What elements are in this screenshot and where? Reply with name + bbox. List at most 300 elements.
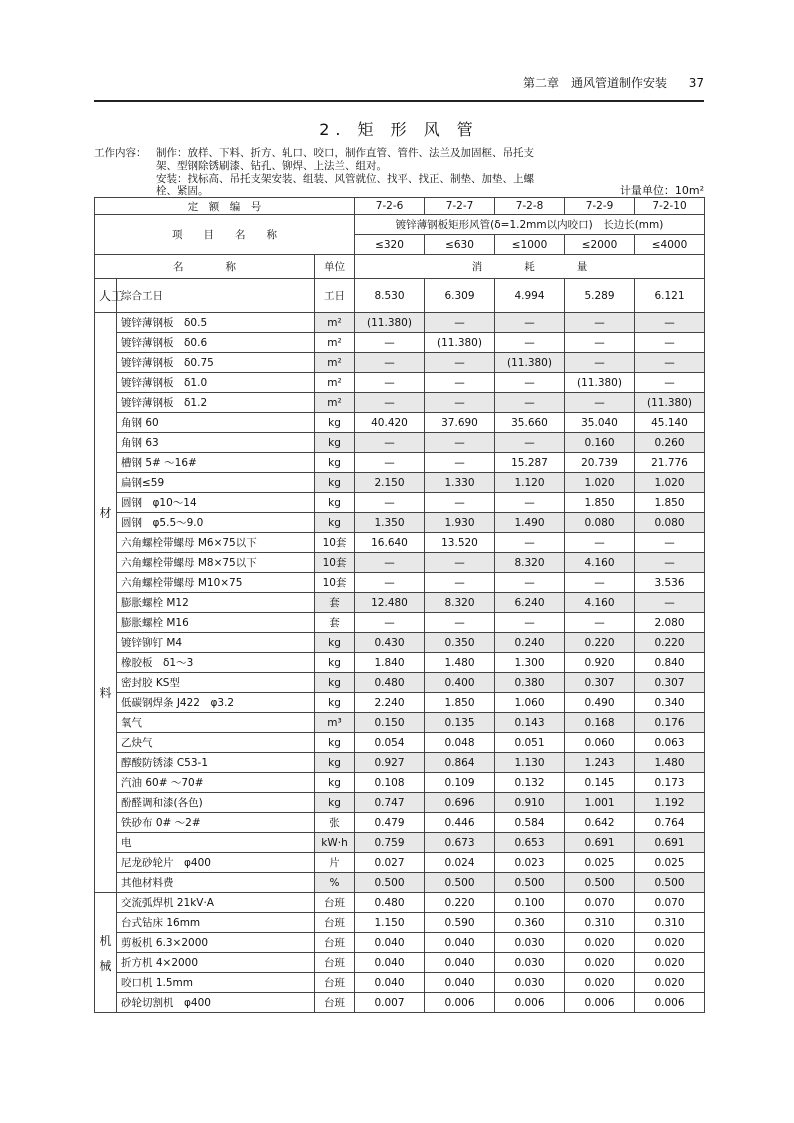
chapter-title: 第二章 通风管道制作安装 xyxy=(523,76,668,90)
value-cell: 0.910 xyxy=(495,793,565,813)
value-cell: 8.320 xyxy=(425,593,495,613)
category-char: 料 xyxy=(99,685,112,700)
value-cell: — xyxy=(495,573,565,593)
value-cell: — xyxy=(495,393,565,413)
item-name: 砂轮切割机 φ400 xyxy=(117,993,315,1013)
value-cell: 0.696 xyxy=(425,793,495,813)
item-unit: 台班 xyxy=(315,893,355,913)
item-unit: m² xyxy=(315,393,355,413)
table-row xyxy=(95,393,705,413)
table-row xyxy=(95,333,705,353)
item-name: 镀锌薄钢板 δ0.6 xyxy=(117,333,315,353)
value-cell: 0.400 xyxy=(425,673,495,693)
value-cell: 1.480 xyxy=(425,653,495,673)
item-name: 综合工日 xyxy=(117,279,315,313)
group-header: 镀锌薄钢板矩形风管(δ=1.2mm以内咬口) 长边长(mm) xyxy=(355,215,705,235)
item-name: 交流弧焊机 21kV·A xyxy=(117,893,315,913)
item-name: 角钢 63 xyxy=(117,433,315,453)
category-labor: 人工 xyxy=(95,279,117,313)
value-cell: 0.070 xyxy=(565,893,635,913)
value-cell: 0.007 xyxy=(355,993,425,1013)
table-row xyxy=(95,493,705,513)
value-cell: — xyxy=(495,533,565,553)
work-line: 架、型钢除锈刷漆、钻孔、铆焊、上法兰、组对。 xyxy=(156,159,387,172)
item-name: 折方机 4×2000 xyxy=(117,953,315,973)
value-cell: 0.025 xyxy=(635,853,705,873)
value-cell: 0.430 xyxy=(355,633,425,653)
category-char: 械 xyxy=(99,958,112,973)
value-cell: 0.240 xyxy=(495,633,565,653)
item-name: 低碳钢焊条 J422 φ3.2 xyxy=(117,693,315,713)
table-row xyxy=(95,893,705,913)
value-cell: — xyxy=(425,493,495,513)
spec-cell: ≤4000 xyxy=(635,235,705,255)
item-name: 酚醛调和漆(各色) xyxy=(117,793,315,813)
value-cell: (11.380) xyxy=(635,393,705,413)
value-cell: 0.360 xyxy=(495,913,565,933)
item-name: 六角螺栓带螺母 M10×75 xyxy=(117,573,315,593)
item-unit: 台班 xyxy=(315,953,355,973)
value-cell: 1.480 xyxy=(635,753,705,773)
value-cell: — xyxy=(565,573,635,593)
value-cell: — xyxy=(355,373,425,393)
value-cell: 0.063 xyxy=(635,733,705,753)
value-cell: 0.220 xyxy=(565,633,635,653)
value-cell: 0.500 xyxy=(495,873,565,893)
item-name: 镀锌薄钢板 δ0.75 xyxy=(117,353,315,373)
value-cell: 0.927 xyxy=(355,753,425,773)
value-cell: 0.100 xyxy=(495,893,565,913)
value-cell: 1.192 xyxy=(635,793,705,813)
item-unit: 10套 xyxy=(315,533,355,553)
value-cell: 0.176 xyxy=(635,713,705,733)
quota-code: 7-2-10 xyxy=(635,198,705,215)
value-cell: — xyxy=(565,353,635,373)
value-cell: 0.040 xyxy=(425,953,495,973)
item-unit: kg xyxy=(315,693,355,713)
item-name: 圆钢 φ10～14 xyxy=(117,493,315,513)
value-cell: 0.020 xyxy=(635,933,705,953)
value-cell: — xyxy=(635,333,705,353)
value-cell: 0.691 xyxy=(565,833,635,853)
value-cell: 0.340 xyxy=(635,693,705,713)
table-row xyxy=(95,773,705,793)
value-cell: 0.040 xyxy=(355,973,425,993)
value-cell: — xyxy=(355,493,425,513)
item-name: 镀锌薄钢板 δ0.5 xyxy=(117,313,315,333)
item-unit: kg xyxy=(315,473,355,493)
value-cell: 0.020 xyxy=(565,973,635,993)
quota-code: 7-2-7 xyxy=(425,198,495,215)
value-cell: 45.140 xyxy=(635,413,705,433)
header-rule xyxy=(94,100,704,102)
value-cell: 3.536 xyxy=(635,573,705,593)
table-row xyxy=(95,733,705,753)
item-name: 圆钢 φ5.5～9.0 xyxy=(117,513,315,533)
value-cell: 0.446 xyxy=(425,813,495,833)
value-cell: 0.500 xyxy=(565,873,635,893)
value-cell: 0.490 xyxy=(565,693,635,713)
value-cell: — xyxy=(355,613,425,633)
value-cell: — xyxy=(495,313,565,333)
value-cell: 0.764 xyxy=(635,813,705,833)
item-unit: 套 xyxy=(315,613,355,633)
work-line: 栓、紧固。 xyxy=(156,185,209,198)
value-cell: 0.006 xyxy=(495,993,565,1013)
name-column-label: 名 称 xyxy=(95,255,315,279)
value-cell: — xyxy=(425,553,495,573)
value-cell: 0.143 xyxy=(495,713,565,733)
value-cell: — xyxy=(425,393,495,413)
value-cell: 0.173 xyxy=(635,773,705,793)
item-unit: 台班 xyxy=(315,933,355,953)
category-material xyxy=(95,313,117,893)
item-unit: m² xyxy=(315,333,355,353)
value-cell: 0.054 xyxy=(355,733,425,753)
value-cell: 0.500 xyxy=(425,873,495,893)
value-cell: — xyxy=(425,433,495,453)
value-cell: 0.920 xyxy=(565,653,635,673)
value-cell: 0.747 xyxy=(355,793,425,813)
value-cell: — xyxy=(635,593,705,613)
category-char: 材 xyxy=(99,505,112,520)
item-name: 镀锌薄钢板 δ1.0 xyxy=(117,373,315,393)
value-cell: 0.108 xyxy=(355,773,425,793)
item-unit: kg xyxy=(315,793,355,813)
value-cell: 5.289 xyxy=(565,279,635,313)
item-unit: kg xyxy=(315,753,355,773)
value-cell: — xyxy=(355,573,425,593)
value-cell: 0.048 xyxy=(425,733,495,753)
value-cell: 4.160 xyxy=(565,553,635,573)
table-row xyxy=(95,933,705,953)
table-row xyxy=(95,573,705,593)
value-cell: 15.287 xyxy=(495,453,565,473)
table-row xyxy=(95,313,705,333)
page-header xyxy=(94,74,704,100)
table-row xyxy=(95,993,705,1013)
item-unit: 台班 xyxy=(315,993,355,1013)
value-cell: 1.150 xyxy=(355,913,425,933)
value-cell: — xyxy=(495,613,565,633)
value-cell: — xyxy=(565,333,635,353)
item-unit: m² xyxy=(315,353,355,373)
value-cell: (11.380) xyxy=(355,313,425,333)
item-unit: kg xyxy=(315,493,355,513)
value-cell: 0.310 xyxy=(565,913,635,933)
value-cell: 0.479 xyxy=(355,813,425,833)
quota-code: 7-2-8 xyxy=(495,198,565,215)
item-name: 其他材料费 xyxy=(117,873,315,893)
table-row xyxy=(95,513,705,533)
table-row xyxy=(95,953,705,973)
value-cell: 6.240 xyxy=(495,593,565,613)
item-unit: kg xyxy=(315,453,355,473)
value-cell: 0.080 xyxy=(635,513,705,533)
value-cell: — xyxy=(425,573,495,593)
value-cell: 0.220 xyxy=(635,633,705,653)
item-unit: % xyxy=(315,873,355,893)
value-cell: 0.150 xyxy=(355,713,425,733)
value-cell: 1.300 xyxy=(495,653,565,673)
table-row xyxy=(95,533,705,553)
value-cell: 21.776 xyxy=(635,453,705,473)
item-unit: kg xyxy=(315,673,355,693)
table-row xyxy=(95,913,705,933)
quota-table xyxy=(94,197,705,1013)
value-cell: — xyxy=(425,453,495,473)
value-cell: 0.040 xyxy=(425,973,495,993)
value-cell: — xyxy=(355,393,425,413)
item-unit: 台班 xyxy=(315,973,355,993)
spec-cell: ≤2000 xyxy=(565,235,635,255)
value-cell: 1.350 xyxy=(355,513,425,533)
value-cell: 6.121 xyxy=(635,279,705,313)
category-machine xyxy=(95,893,117,1013)
table-row xyxy=(95,793,705,813)
value-cell: — xyxy=(635,373,705,393)
item-name: 剪板机 6.3×2000 xyxy=(117,933,315,953)
value-cell: 0.030 xyxy=(495,973,565,993)
value-cell: — xyxy=(565,613,635,633)
value-cell: 1.850 xyxy=(635,493,705,513)
item-unit: 套 xyxy=(315,593,355,613)
spec-cell: ≤320 xyxy=(355,235,425,255)
item-unit: kg xyxy=(315,513,355,533)
value-cell: 0.145 xyxy=(565,773,635,793)
table-row xyxy=(95,473,705,493)
work-content-label: 工作内容： xyxy=(94,147,147,159)
value-cell: 1.130 xyxy=(495,753,565,773)
value-cell: — xyxy=(425,373,495,393)
spec-cell: ≤630 xyxy=(425,235,495,255)
value-cell: 0.006 xyxy=(565,993,635,1013)
item-unit: kg xyxy=(315,653,355,673)
item-unit: kg xyxy=(315,633,355,653)
value-cell: 0.500 xyxy=(355,873,425,893)
item-name: 咬口机 1.5mm xyxy=(117,973,315,993)
item-name: 扁钢≤59 xyxy=(117,473,315,493)
value-cell: 0.691 xyxy=(635,833,705,853)
value-cell: (11.380) xyxy=(565,373,635,393)
table-row xyxy=(95,433,705,453)
page-number: 37 xyxy=(688,76,704,90)
value-cell: 12.480 xyxy=(355,593,425,613)
value-cell: 0.070 xyxy=(635,893,705,913)
value-cell: — xyxy=(495,433,565,453)
value-cell: — xyxy=(425,353,495,373)
quota-no-label: 定 额 编 号 xyxy=(95,198,355,215)
value-cell: — xyxy=(565,313,635,333)
table-row xyxy=(95,453,705,473)
value-cell: 0.673 xyxy=(425,833,495,853)
item-unit: 台班 xyxy=(315,913,355,933)
value-cell: 0.020 xyxy=(565,953,635,973)
value-cell: 0.590 xyxy=(425,913,495,933)
item-name: 六角螺栓带螺母 M6×75以下 xyxy=(117,533,315,553)
value-cell: 35.040 xyxy=(565,413,635,433)
item-name: 镀锌铆钉 M4 xyxy=(117,633,315,653)
value-cell: 13.520 xyxy=(425,533,495,553)
item-unit: m³ xyxy=(315,713,355,733)
value-cell: 0.480 xyxy=(355,673,425,693)
value-cell: — xyxy=(495,373,565,393)
item-unit: kg xyxy=(315,413,355,433)
item-name: 台式钻床 16mm xyxy=(117,913,315,933)
value-cell: — xyxy=(425,613,495,633)
quota-code: 7-2-9 xyxy=(565,198,635,215)
value-cell: 0.030 xyxy=(495,933,565,953)
value-cell: 4.160 xyxy=(565,593,635,613)
item-unit: 10套 xyxy=(315,553,355,573)
table-row xyxy=(95,613,705,633)
consumption-label: 消 耗 量 xyxy=(355,255,705,279)
value-cell: — xyxy=(635,553,705,573)
value-cell: 0.020 xyxy=(565,933,635,953)
value-cell: 0.350 xyxy=(425,633,495,653)
value-cell: 0.060 xyxy=(565,733,635,753)
value-cell: 6.309 xyxy=(425,279,495,313)
value-cell: 0.020 xyxy=(635,953,705,973)
table-row xyxy=(95,713,705,733)
value-cell: 1.930 xyxy=(425,513,495,533)
item-unit: m² xyxy=(315,313,355,333)
value-cell: 2.150 xyxy=(355,473,425,493)
table-row xyxy=(95,373,705,393)
value-cell: — xyxy=(565,533,635,553)
value-cell: 1.120 xyxy=(495,473,565,493)
value-cell: 1.850 xyxy=(565,493,635,513)
value-cell: 0.480 xyxy=(355,893,425,913)
table-row xyxy=(95,279,705,313)
item-unit: 张 xyxy=(315,813,355,833)
item-name: 汽油 60# ～70# xyxy=(117,773,315,793)
table-row xyxy=(95,973,705,993)
table-row xyxy=(95,693,705,713)
item-unit: kW·h xyxy=(315,833,355,853)
value-cell: 0.500 xyxy=(635,873,705,893)
value-cell: 2.240 xyxy=(355,693,425,713)
value-cell: 20.739 xyxy=(565,453,635,473)
item-name: 醇酸防锈漆 C53-1 xyxy=(117,753,315,773)
value-cell: 0.023 xyxy=(495,853,565,873)
value-cell: 1.001 xyxy=(565,793,635,813)
value-cell: 0.310 xyxy=(635,913,705,933)
value-cell: 1.330 xyxy=(425,473,495,493)
value-cell: 0.168 xyxy=(565,713,635,733)
item-name: 镀锌薄钢板 δ1.2 xyxy=(117,393,315,413)
table-row xyxy=(95,593,705,613)
item-unit: 片 xyxy=(315,853,355,873)
value-cell: 0.020 xyxy=(635,973,705,993)
measurement-unit: 计量单位：10m² xyxy=(619,184,704,197)
quota-code: 7-2-6 xyxy=(355,198,425,215)
table-row xyxy=(95,633,705,653)
value-cell: 0.642 xyxy=(565,813,635,833)
table-row xyxy=(95,873,705,893)
value-cell: 1.060 xyxy=(495,693,565,713)
table-row xyxy=(95,673,705,693)
value-cell: 0.380 xyxy=(495,673,565,693)
value-cell: — xyxy=(565,393,635,413)
item-name: 橡胶板 δ1～3 xyxy=(117,653,315,673)
item-name: 电 xyxy=(117,833,315,853)
value-cell: 0.132 xyxy=(495,773,565,793)
work-content xyxy=(94,147,594,198)
value-cell: 0.307 xyxy=(635,673,705,693)
value-cell: 0.220 xyxy=(425,893,495,913)
value-cell: 0.260 xyxy=(635,433,705,453)
item-name: 密封胶 KS型 xyxy=(117,673,315,693)
item-unit: m² xyxy=(315,373,355,393)
value-cell: 0.006 xyxy=(425,993,495,1013)
table-row xyxy=(95,353,705,373)
value-cell: 0.759 xyxy=(355,833,425,853)
value-cell: 8.530 xyxy=(355,279,425,313)
value-cell: — xyxy=(635,533,705,553)
item-name: 尼龙砂轮片 φ400 xyxy=(117,853,315,873)
item-name: 铁砂布 0# ～2# xyxy=(117,813,315,833)
item-unit: kg xyxy=(315,773,355,793)
unit-column-label: 单位 xyxy=(315,255,355,279)
value-cell: — xyxy=(355,333,425,353)
value-cell: 0.030 xyxy=(495,953,565,973)
work-line: 制作：放样、下料、折方、轧口、咬口，制作直管、管件、法兰及加固框、吊托支 xyxy=(156,147,534,159)
value-cell: 0.040 xyxy=(355,953,425,973)
value-cell: 1.243 xyxy=(565,753,635,773)
value-cell: 0.027 xyxy=(355,853,425,873)
value-cell: 37.690 xyxy=(425,413,495,433)
value-cell: 0.080 xyxy=(565,513,635,533)
work-line: 安装：找标高、吊托支架安装、组装、风管就位、找平、找正、制垫、加垫、上螺 xyxy=(156,172,534,185)
item-name-label: 项 目 名 称 xyxy=(95,215,355,255)
table-row xyxy=(95,853,705,873)
value-cell: — xyxy=(495,493,565,513)
value-cell: 2.080 xyxy=(635,613,705,633)
value-cell: 1.840 xyxy=(355,653,425,673)
value-cell: — xyxy=(635,353,705,373)
value-cell: 0.051 xyxy=(495,733,565,753)
value-cell: — xyxy=(355,433,425,453)
value-cell: (11.380) xyxy=(425,333,495,353)
value-cell: 8.320 xyxy=(495,553,565,573)
item-name: 乙炔气 xyxy=(117,733,315,753)
value-cell: (11.380) xyxy=(495,353,565,373)
value-cell: — xyxy=(355,453,425,473)
value-cell: 0.024 xyxy=(425,853,495,873)
table-row xyxy=(95,413,705,433)
value-cell: 0.584 xyxy=(495,813,565,833)
value-cell: 0.864 xyxy=(425,753,495,773)
value-cell: 0.135 xyxy=(425,713,495,733)
table-row xyxy=(95,813,705,833)
value-cell: 1.020 xyxy=(635,473,705,493)
value-cell: 0.160 xyxy=(565,433,635,453)
item-unit: 10套 xyxy=(315,573,355,593)
section-title: 2. 矩 形 风 管 xyxy=(319,120,479,139)
value-cell: 40.420 xyxy=(355,413,425,433)
item-name: 角钢 60 xyxy=(117,413,315,433)
item-unit: kg xyxy=(315,433,355,453)
value-cell: 0.653 xyxy=(495,833,565,853)
item-name: 膨胀螺栓 M12 xyxy=(117,593,315,613)
item-name: 六角螺栓带螺母 M8×75以下 xyxy=(117,553,315,573)
spec-cell: ≤1000 xyxy=(495,235,565,255)
value-cell: 0.006 xyxy=(635,993,705,1013)
value-cell: 16.640 xyxy=(355,533,425,553)
value-cell: 0.307 xyxy=(565,673,635,693)
category-char: 机 xyxy=(99,933,112,948)
